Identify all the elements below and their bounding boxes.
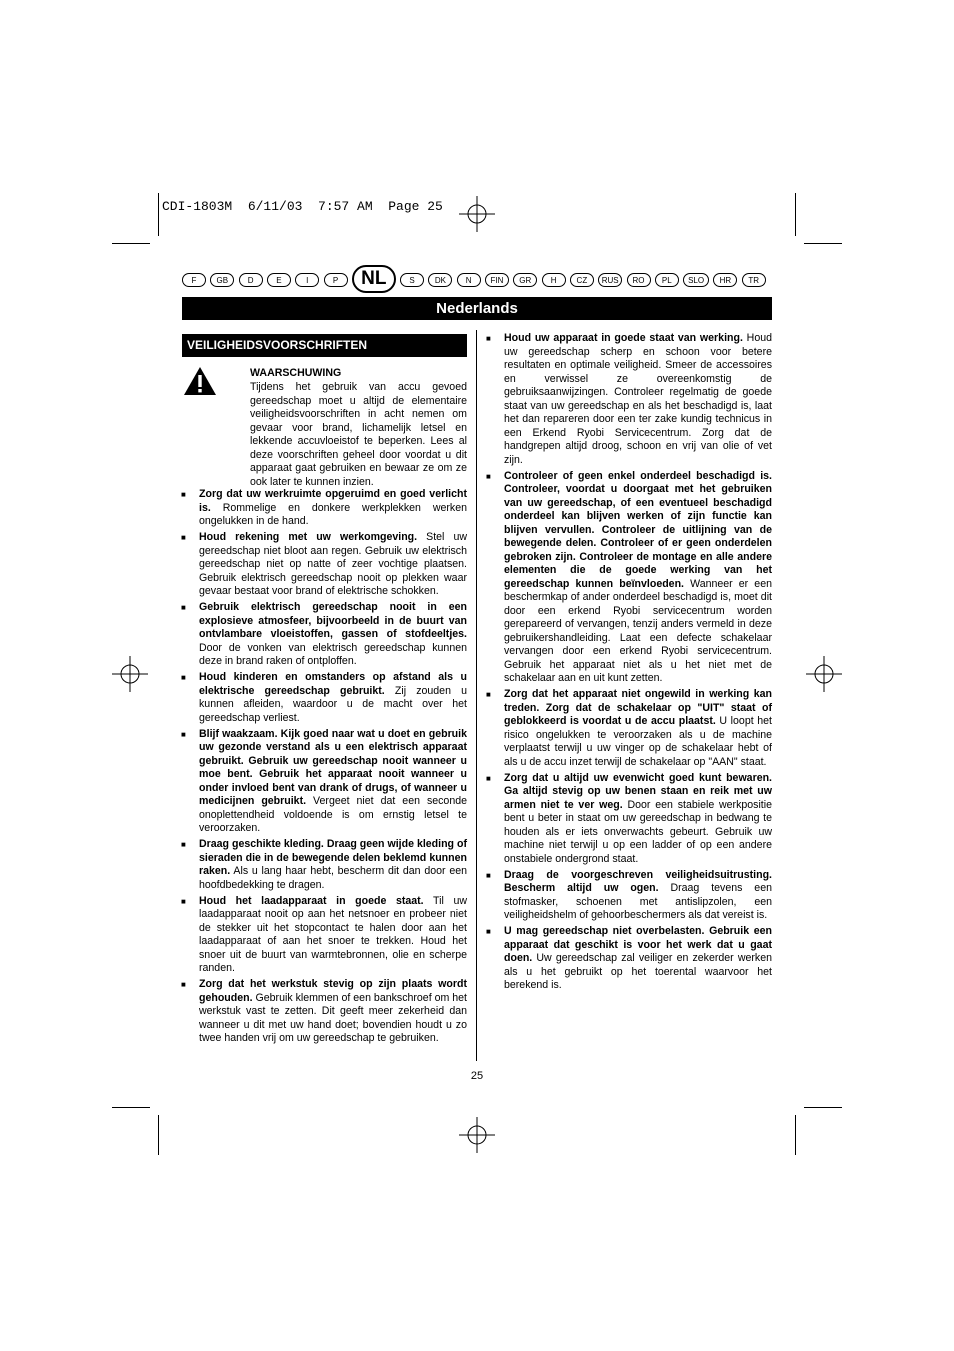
safety-item [199, 838, 467, 892]
safety-item-text: Uw gereedschap zal veiliger en zekerder werken als u het gebruikt op het toerental waarvoor het berekend is. [504, 952, 772, 991]
section-title: VEILIGHEIDSVOORSCHRIFTEN [182, 334, 467, 357]
print-header: CDI-1803M 6/11/03 7:57 AM Page 25 [162, 199, 443, 214]
safety-item-text: Zij zouden u kunnen afleiden, waardoor u de macht over het gereedschap verliest. [199, 684, 468, 724]
safety-item-text: Wanneer er een beschermkap of ander onderdeel beschadigd is, moet dit door een erkend Ryobi servicecentrum worden gerepareerd of vervangen, tenzij anders vermeld in deze gebruikershandleiding. Laat een defecte schakelaar vervangen door een erkend Ryobi servicecentrum. Gebruik het apparaat niet als u het niet met de schakelaar aan en uit kunt zetten. [504, 577, 772, 684]
safety-item [199, 671, 467, 725]
safety-item-heading: U mag gereedschap niet overbelasten. Gebruik een apparaat dat geschikt is voor het werk dat u gaat doen. [504, 925, 772, 964]
language-pill-tr: TR [742, 273, 766, 287]
safety-item-heading: Houd rekening met uw werkomgeving. [199, 531, 418, 543]
language-pill-gr: GR [513, 273, 537, 287]
language-pill-i: I [295, 273, 319, 287]
safety-item-text: Als u lang haar hebt, bescherm dit dan door een hoofdbedekking te dragen. [199, 865, 467, 891]
right-column [504, 332, 772, 995]
crop-mark [112, 243, 150, 244]
safety-item-heading: Zorg dat het werkstuk stevig op zijn plaats wordt gehouden. [199, 978, 467, 1004]
crop-mark [158, 1115, 159, 1155]
safety-item-text: Rommelige en donkere werkplekken werken ongelukken in de hand. [199, 501, 467, 527]
safety-item [199, 488, 467, 529]
safety-item-heading: Draag geschikte kleding. Draag geen wijde kleding of sieraden die in de bewegende delen beklemd kunnen raken. [199, 838, 467, 877]
safety-item-text: Houd uw gereedschap scherp en schoon voor betere resultaten en optimale veiligheid. Smeer de accessoires en verwissel ze overeenkomstig de gebruiksaanwijzingen. Controleer regelmatig de goede staat van uw gereedschap en als het beschadigd is, laat het dan repareren door een ter zake kundig technicus in een Erkend Ryobi Servicecentrum. Zorg dat de handgrepen altijd droog, schoon en vrij van olie of vet zijn. [504, 332, 773, 466]
safety-item-text: Stel uw gereedschap niet bloot aan regen. Gebruik uw elektrisch gereedschap niet op natte of zeer vochtige plaatsen. Gebruik elektrisch gereedschap nooit op plekken waar gevaar bestaat voor brand of elektrische schokken. [199, 531, 467, 597]
safety-item [199, 978, 467, 1046]
language-pill-e: E [267, 273, 291, 287]
page-number: 25 [470, 1070, 484, 1082]
language-bar [182, 265, 772, 295]
language-pill-p: P [324, 273, 348, 287]
safety-item-text: U loopt het risico ongelukken te veroorzaken als u de machine verplaatst terwijl u uw vinger op de schakelaar hebt of als u de accu inzet terwijl de schakelaar op "AAN" staat. [504, 715, 772, 768]
safety-item-heading: Houd kinderen en omstanders op afstand als u elektrische gereedschap gebruikt. [199, 671, 467, 697]
safety-item [504, 470, 772, 686]
safety-item-text: Door een stabiele werkpositie bent u beter in staat om uw gereedschap in bedwang te houden als er iets onverwachts gebeurt. Gebruik uw machine niet terwijl u op een ladder of op een andere onstabiele ondergrond staat. [504, 798, 772, 865]
safety-item [199, 601, 467, 669]
safety-item-text: Gebruik klemmen of een bankschroef om het werkstuk vast te zetten. Dit geeft meer zekerheid dan wanneer u dit met uw hand doet; bovendien houdt u zo twee handen vrij om uw gereedschap te gebruiken. [199, 991, 467, 1044]
language-pill-gb: GB [210, 273, 234, 287]
language-pill-h: H [542, 273, 566, 287]
language-pill-s: S [400, 273, 424, 287]
safety-item-heading: Controleer of geen enkel onderdeel beschadigd is. Controleer, voordat u doorgaat met het gebruiken van uw gereedschap, of een eventueel beschadigd onderdeel kan blijven werken of zijn functie kan blijven vervullen. Controleer de uitlijning van de bewegende delen. Controleer of er geen onderdelen gebroken zijn. Controleer de montage en alle andere elementen die de goede werking van het gereedschap kunnen beïnvloeden. [504, 469, 772, 590]
crop-mark [795, 193, 796, 236]
column-divider [476, 330, 477, 1061]
language-pill-fin: FIN [485, 273, 509, 287]
language-pill-hr: HR [713, 273, 737, 287]
safety-item [504, 688, 772, 769]
safety-item [199, 895, 467, 976]
safety-item-heading: Zorg dat u altijd uw evenwicht goed kunt bewaren. Ga altijd stevig op uw benen staan en reik met uw armen niet te ver weg. [504, 771, 772, 811]
safety-item-heading: Zorg dat het apparaat niet ongewild in werking kan treden. Zorg dat de schakelaar op "UIT" staat of geblokkeerd is voordat u de accu plaatst. [504, 688, 772, 727]
registration-mark-icon [112, 656, 148, 692]
safety-item [504, 772, 772, 867]
safety-item [504, 869, 772, 923]
language-pill-ro: RO [627, 273, 651, 287]
safety-item [504, 332, 772, 467]
safety-item-text: Door de vonken van elektrisch gereedschap kunnen deze in brand raken of ontploffen. [199, 641, 467, 667]
registration-mark-icon [459, 196, 495, 232]
safety-item-text: Til uw laadapparaat nooit op aan het netsnoer en probeer niet de stekker uit het stopcontact te halen door aan het laadapparaat of aan het snoer te trekken. Houd het snoer uit de buurt van warmtebronnen, olie en scherpe randen. [199, 894, 467, 974]
safety-item [504, 925, 772, 993]
safety-item [199, 531, 467, 599]
language-pill-pl: PL [655, 273, 679, 287]
safety-item-text: Vergeet niet dat een seconde onoplettendheid voldoende is om ernstig letsel te veroorzaken. [199, 795, 468, 834]
crop-mark [804, 1107, 842, 1108]
registration-mark-icon [459, 1117, 495, 1153]
language-pill-f: F [182, 273, 206, 287]
safety-item-text: Draag tevens een stofmasker, schoenen met antislipzolen, een veiligheidshelm of gehoorbeschermers als dat vereist is. [504, 882, 772, 921]
language-pill-d: D [239, 273, 263, 287]
safety-item-heading: Houd uw apparaat in goede staat van werking. [504, 332, 743, 344]
language-pill-nl: NL [352, 265, 396, 293]
safety-item-heading: Zorg dat uw werkruimte opgeruimd en goed verlicht is. [199, 488, 467, 514]
left-column [199, 488, 467, 1048]
safety-item-heading: Gebruik elektrisch gereedschap nooit in een explosieve atmosfeer, bijvoorbeeld in de buurt van ontvlambare vloeistoffen, gassen of stofdeeltjes. [199, 601, 467, 640]
crop-mark [804, 243, 842, 244]
language-pill-rus: RUS [598, 273, 622, 287]
safety-item [199, 728, 467, 836]
crop-mark [158, 193, 159, 236]
registration-mark-icon [806, 656, 842, 692]
language-pill-cz: CZ [570, 273, 594, 287]
page-title: Nederlands [182, 297, 772, 320]
language-pill-dk: DK [428, 273, 452, 287]
warning-text: Tijdens het gebruik van accu gevoed gereedschap moet u altijd de elementaire veiligheidsvoorschriften in acht nemen om gevaar voor brand, lichamelijk letsel en lekkende accuvloeistof te beperken. Lees al deze voorschriften geheel door voordat u dit apparaat gaat gebruiken en bewaar ze om ze ook later te kunnen inzien. [250, 381, 467, 488]
safety-item-heading: Blijf waakzaam. Kijk goed naar wat u doet en gebruik uw gezonde verstand als u een elektrisch apparaat gebruikt. Gebruik uw gereedschap nooit wanneer u moe bent. Gebruik het apparaat nooit wanneer u onder invloed bent van drank of drugs, of wanneer u medicijnen gebruikt. [199, 727, 467, 807]
safety-item-heading: Draag de voorgeschreven veiligheidsuitrusting. Bescherm altijd uw ogen. [504, 868, 772, 894]
language-pill-n: N [457, 273, 481, 287]
crop-mark [112, 1107, 150, 1108]
safety-item-heading: Houd het laadapparaat in goede staat. [199, 894, 424, 907]
warning-triangle-icon [183, 366, 217, 396]
warning-title: WAARSCHUWING [250, 367, 342, 379]
crop-mark [795, 1115, 796, 1155]
language-pill-slo: SLO [683, 273, 709, 287]
